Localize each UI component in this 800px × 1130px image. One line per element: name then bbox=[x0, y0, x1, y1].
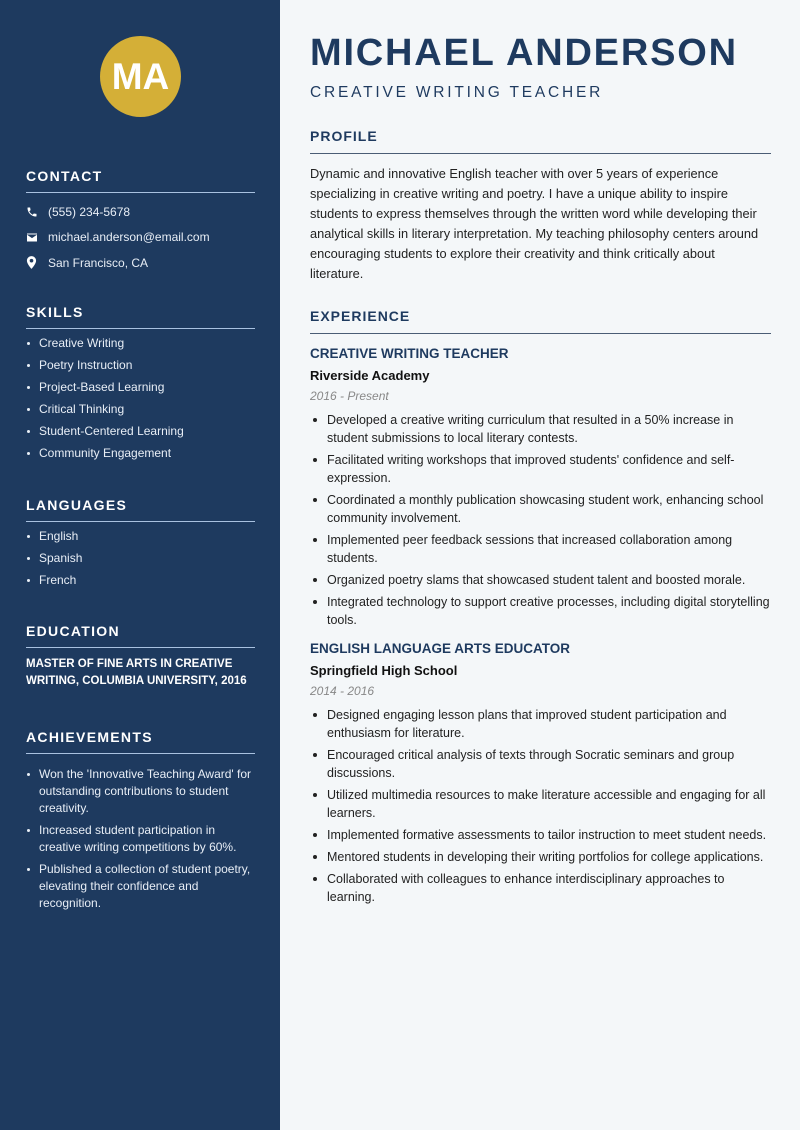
job-bullet: Organized poetry slams that showcased student talent and boosted morale. bbox=[310, 571, 771, 589]
experience-section bbox=[310, 308, 771, 910]
contact-location bbox=[26, 250, 255, 276]
skill-item: Project-Based Learning bbox=[26, 379, 255, 395]
skills-list bbox=[26, 335, 255, 461]
job-title-header: CREATIVE WRITING TEACHER bbox=[310, 84, 604, 101]
contact-section bbox=[26, 168, 255, 276]
job-entry bbox=[310, 641, 771, 906]
job-bullet: Implemented peer feedback sessions that increased collaboration among students. bbox=[310, 531, 771, 567]
achievement-item: Won the 'Innovative Teaching Award' for outstanding contributions to student creativity. bbox=[26, 766, 255, 817]
job-title: CREATIVE WRITING TEACHER bbox=[310, 346, 509, 361]
sidebar bbox=[0, 0, 280, 1130]
education-entry: MASTER OF FINE ARTS IN CREATIVE WRITING, COLUMBIA UNIVERSITY, 2016 bbox=[26, 658, 247, 687]
profile-text: Dynamic and innovative English teacher with over 5 years of experience specializing in creative writing and poetry. I have a unique ability to inspire students to express themselves through the written word while developing their analytical skills in literary interpretation. My teaching philosophy centers around encouraging students to explore their creativity and think critically about literature. bbox=[310, 166, 759, 281]
skill-item: Student-Centered Learning bbox=[26, 423, 255, 439]
job-bullet: Collaborated with colleagues to enhance interdisciplinary approaches to learning. bbox=[310, 870, 771, 906]
job-bullet: Designed engaging lesson plans that improved student participation and enthusiasm for literature. bbox=[310, 706, 771, 742]
job-dates: 2016 - Present bbox=[310, 389, 389, 403]
job-bullets bbox=[310, 411, 771, 629]
skills-section bbox=[26, 304, 255, 467]
job-title: ENGLISH LANGUAGE ARTS EDUCATOR bbox=[310, 641, 571, 656]
job-bullet: Coordinated a monthly publication showcasing student work, enhancing school community involvement. bbox=[310, 491, 771, 527]
language-item: French bbox=[26, 572, 255, 588]
experience-heading: EXPERIENCE bbox=[310, 308, 771, 334]
achievements-section bbox=[26, 729, 255, 917]
main-content bbox=[280, 0, 800, 1130]
achievement-item: Published a collection of student poetry, elevating their confidence and recognition. bbox=[26, 861, 255, 912]
achievement-item: Increased student participation in creative writing competitions by 60%. bbox=[26, 822, 255, 856]
language-item: Spanish bbox=[26, 550, 255, 566]
languages-list bbox=[26, 528, 255, 588]
job-dates: 2014 - 2016 bbox=[310, 684, 375, 698]
contact-location-text: San Francisco, CA bbox=[48, 255, 149, 270]
education-heading: EDUCATION bbox=[26, 623, 255, 648]
avatar-initials: MA bbox=[100, 36, 181, 117]
skill-item: Critical Thinking bbox=[26, 401, 255, 417]
phone-icon bbox=[26, 206, 48, 218]
skills-heading: SKILLS bbox=[26, 304, 255, 329]
person-name: MICHAEL ANDERSON bbox=[310, 32, 738, 74]
location-pin-icon bbox=[26, 256, 48, 269]
job-bullet: Encouraged critical analysis of texts through Socratic seminars and group discussions. bbox=[310, 746, 771, 782]
achievements-list bbox=[26, 766, 255, 912]
company-name: Riverside Academy bbox=[310, 368, 430, 383]
job-entry bbox=[310, 346, 771, 629]
job-bullet: Developed a creative writing curriculum that resulted in a 50% increase in student submissions to local literary contests. bbox=[310, 411, 771, 447]
job-bullets bbox=[310, 706, 771, 906]
languages-heading: LANGUAGES bbox=[26, 497, 255, 522]
contact-email-text: michael.anderson@email.com bbox=[48, 230, 210, 245]
contact-heading: CONTACT bbox=[26, 168, 255, 193]
contact-phone bbox=[26, 199, 255, 225]
job-bullet: Integrated technology to support creative processes, including digital storytelling tools. bbox=[310, 593, 771, 629]
contact-phone-text: (555) 234-5678 bbox=[48, 204, 131, 219]
job-bullet: Mentored students in developing their writing portfolios for college applications. bbox=[310, 848, 771, 866]
email-icon bbox=[26, 232, 48, 243]
achievements-heading: ACHIEVEMENTS bbox=[26, 729, 255, 754]
languages-section bbox=[26, 497, 255, 594]
language-item: English bbox=[26, 528, 255, 544]
job-bullet: Implemented formative assessments to tailor instruction to meet student needs. bbox=[310, 826, 771, 844]
skill-item: Creative Writing bbox=[26, 335, 255, 351]
education-section bbox=[26, 623, 255, 690]
skill-item: Community Engagement bbox=[26, 445, 255, 461]
contact-email bbox=[26, 225, 255, 251]
job-bullet: Facilitated writing workshops that improved students' confidence and self-expression. bbox=[310, 451, 771, 487]
profile-heading: PROFILE bbox=[310, 128, 771, 154]
company-name: Springfield High School bbox=[310, 663, 458, 678]
job-bullet: Utilized multimedia resources to make literature accessible and engaging for all learners. bbox=[310, 786, 771, 822]
profile-section bbox=[310, 128, 771, 284]
skill-item: Poetry Instruction bbox=[26, 357, 255, 373]
